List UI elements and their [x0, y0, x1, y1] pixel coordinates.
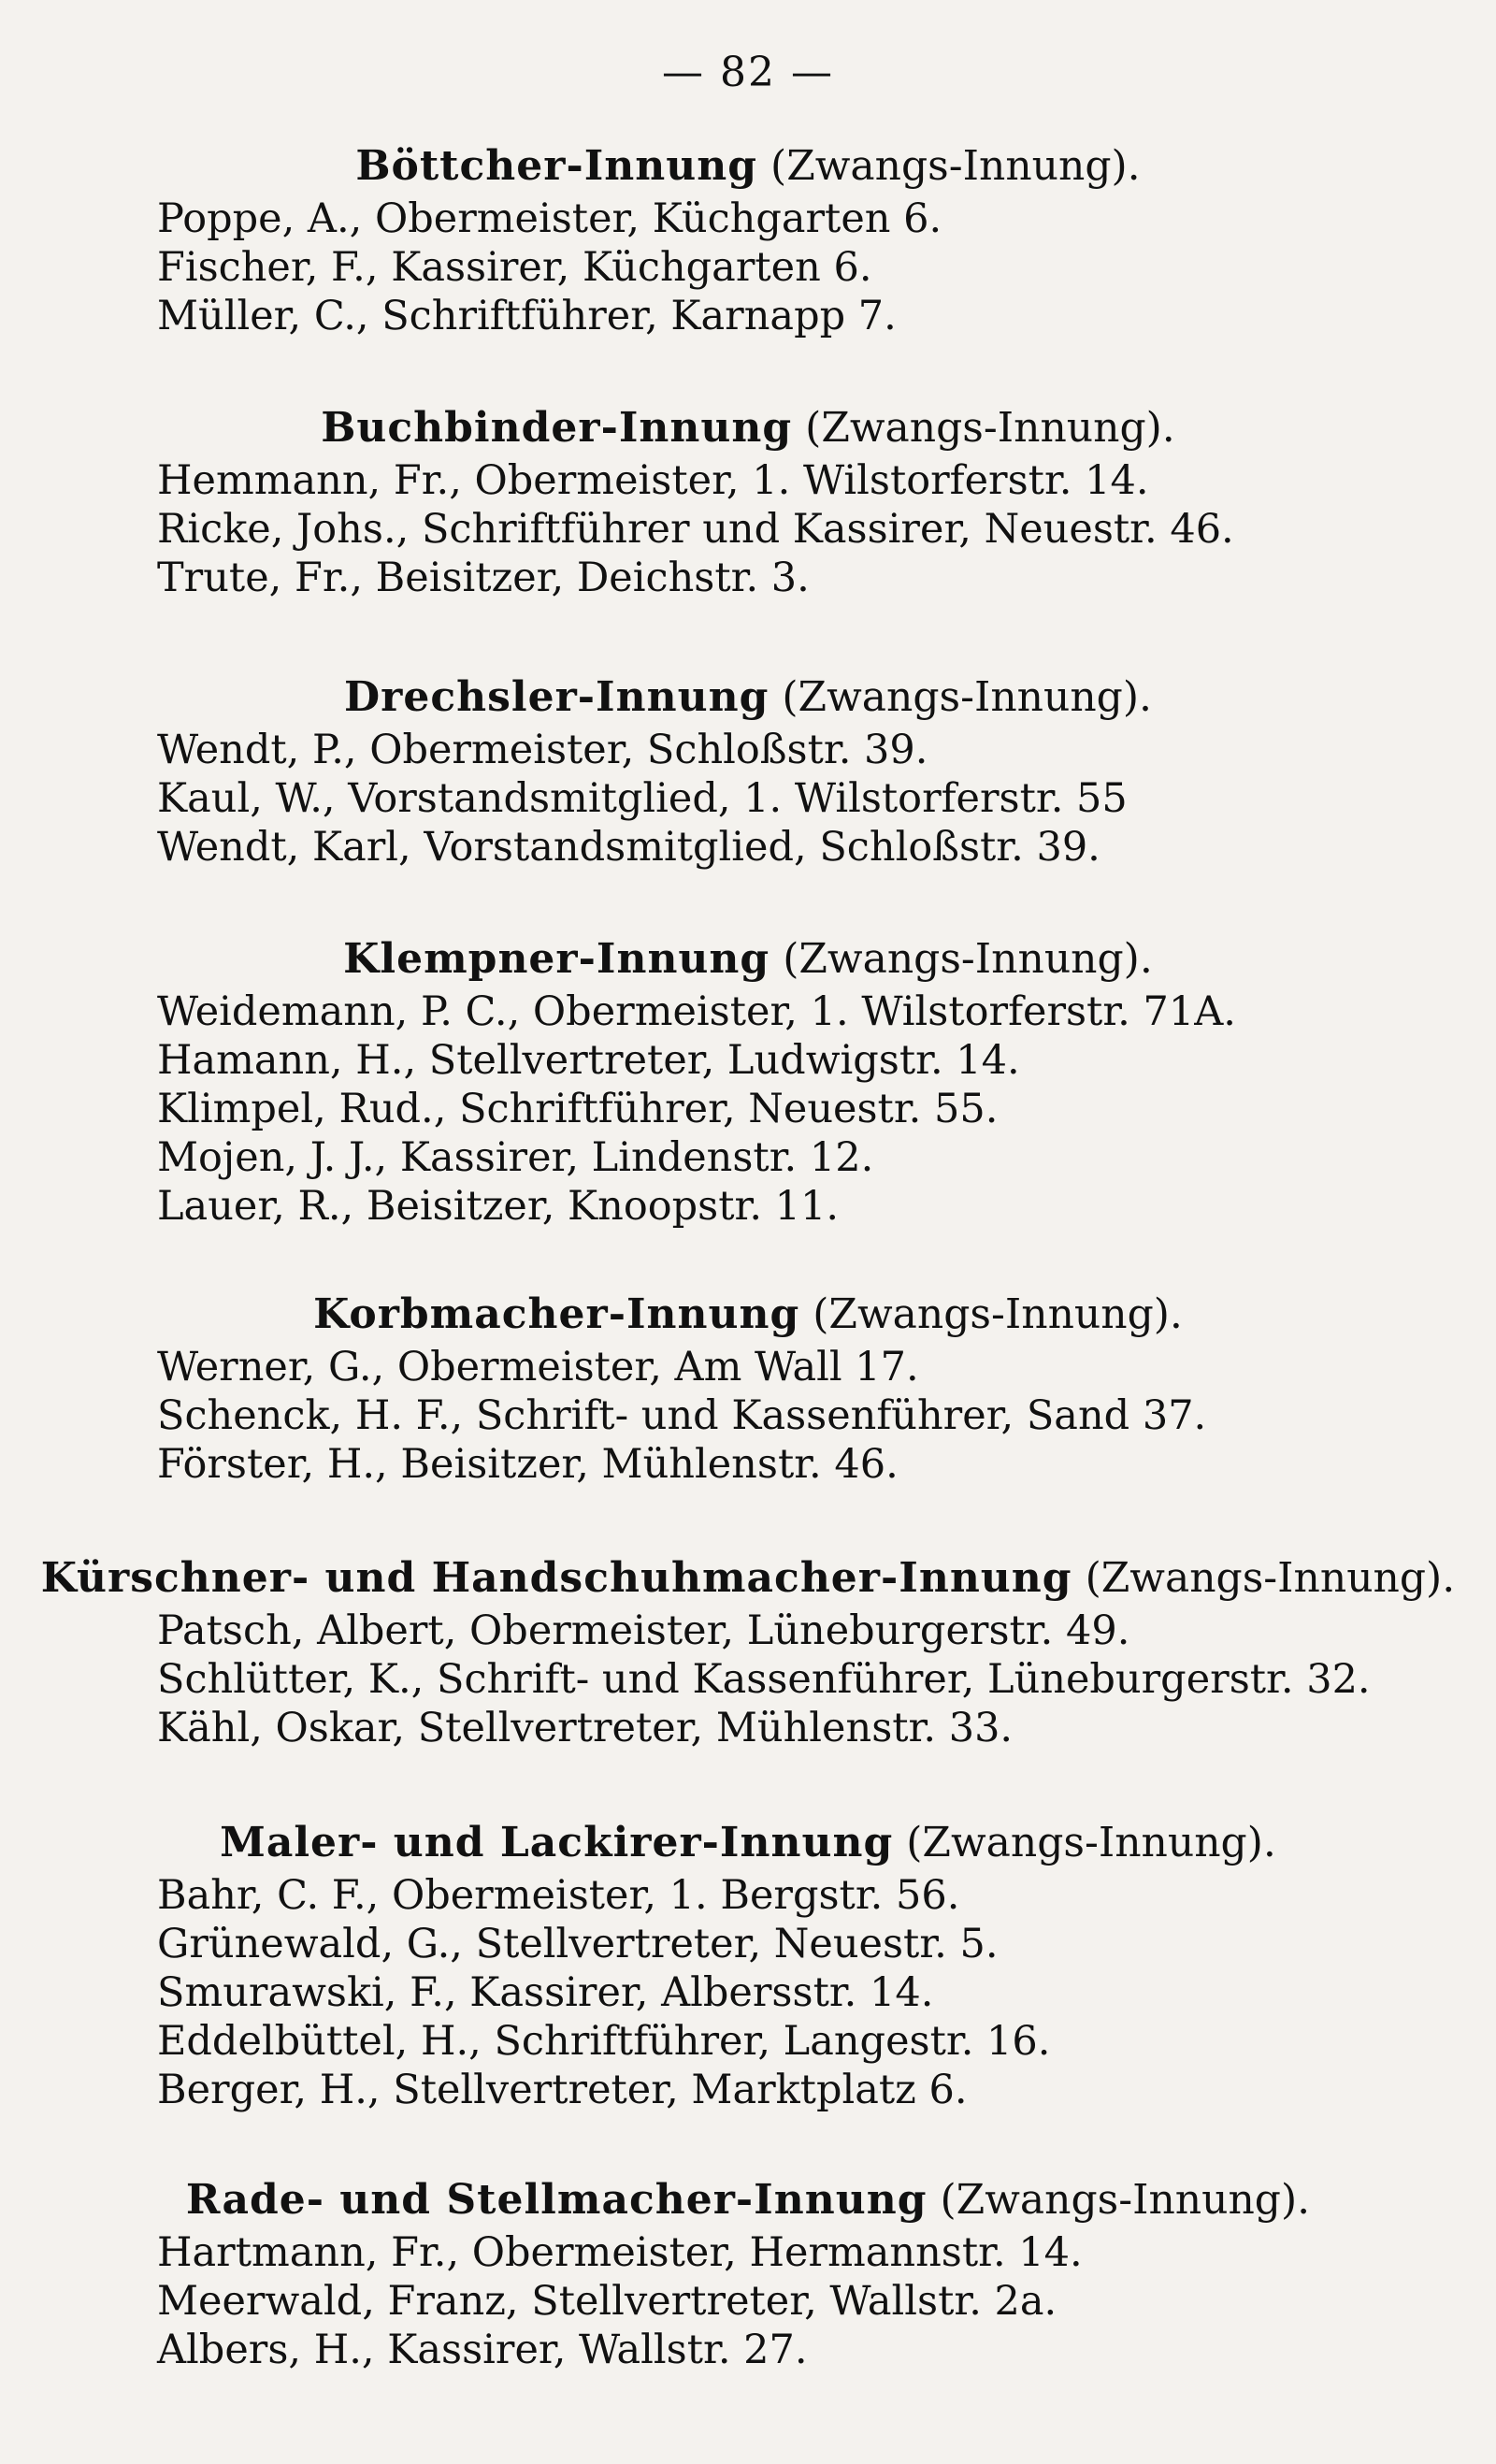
member-list: [0, 2228, 1496, 2374]
member-entry: Werner, G., Obermeister, Am Wall 17.: [157, 1344, 919, 1391]
section-buchbinder-innung: [0, 402, 1496, 602]
member-entry: Förster, H., Beisitzer, Mühlenstr. 46.: [157, 1441, 899, 1488]
section-rade-innung: [0, 2174, 1496, 2374]
member-list: [0, 1871, 1496, 2114]
trade-name: Korbmacher-Innung: [313, 1290, 800, 1338]
member-entry: Hartmann, Fr., Obermeister, Hermannstr. 14.: [157, 2229, 1083, 2276]
member-entry: Kähl, Oskar, Stellvertreter, Mühlenstr. 33.: [157, 1705, 1014, 1751]
section-title: [0, 933, 1496, 986]
member-entry: Bahr, C. F., Obermeister, 1. Bergstr. 56.: [157, 1872, 960, 1919]
trade-name: Kürschner- und Handschuhmacher-Innung: [40, 1554, 1072, 1602]
member-entry: Albers, H., Kassirer, Wallstr. 27.: [157, 2327, 808, 2373]
section-title: [0, 402, 1496, 454]
member-entry: Ricke, Johs., Schriftführer und Kassirer, Neuestr. 46.: [157, 506, 1234, 553]
innung-type: (Zwangs-Innung).: [782, 673, 1152, 721]
member-entry: Lauer, R., Beisitzer, Knoopstr. 11.: [157, 1183, 840, 1230]
trade-name: Böttcher-Innung: [355, 142, 758, 190]
member-entry: Meerwald, Franz, Stellvertreter, Wallstr. 2a.: [157, 2278, 1057, 2325]
section-title: [0, 2174, 1496, 2226]
section-maler-innung: [0, 1817, 1496, 2114]
section-title: [0, 1289, 1496, 1341]
section-klempner-innung: [0, 933, 1496, 1231]
innung-type: (Zwangs-Innung).: [805, 404, 1175, 452]
member-entry: Trute, Fr., Beisitzer, Deichstr. 3.: [157, 555, 810, 601]
member-entry: Patsch, Albert, Obermeister, Lüneburgerstr. 49.: [157, 1607, 1130, 1654]
member-entry: Weidemann, P. C., Obermeister, 1. Wilstorferstr. 71A.: [157, 988, 1236, 1035]
member-list: [0, 1343, 1496, 1489]
member-entry: Kaul, W., Vorstandsmitglied, 1. Wilstorferstr. 55: [157, 775, 1128, 822]
innung-type: (Zwangs-Innung).: [770, 142, 1141, 190]
member-entry: Berger, H., Stellvertreter, Marktplatz 6.: [157, 2067, 968, 2113]
member-list: [0, 726, 1496, 872]
member-entry: Wendt, P., Obermeister, Schloßstr. 39.: [157, 727, 928, 773]
member-entry: Poppe, A., Obermeister, Küchgarten 6.: [157, 195, 942, 242]
trade-name: Drechsler-Innung: [344, 673, 770, 721]
member-entry: Wendt, Karl, Vorstandsmitglied, Schloßstr. 39.: [157, 824, 1100, 871]
section-title: [0, 671, 1496, 724]
member-entry: Fischer, F., Kassirer, Küchgarten 6.: [157, 244, 872, 291]
trade-name: Buchbinder-Innung: [321, 404, 793, 452]
trade-name: Klempner-Innung: [343, 935, 770, 983]
member-entry: Müller, C., Schriftführer, Karnapp 7.: [157, 293, 897, 339]
section-boettcher-innung: [0, 140, 1496, 340]
section-korbmacher-innung: [0, 1289, 1496, 1489]
section-title: [0, 1552, 1496, 1605]
member-list: [0, 987, 1496, 1231]
member-entry: Grünewald, G., Stellvertreter, Neuestr. 5.: [157, 1921, 999, 1967]
trade-name: Rade- und Stellmacher-Innung: [185, 2176, 928, 2224]
member-entry: Eddelbüttel, H., Schriftführer, Langestr. 16.: [157, 2018, 1051, 2065]
page-number: — 82 —: [662, 49, 834, 96]
member-entry: Smurawski, F., Kassirer, Albersstr. 14.: [157, 1969, 934, 2016]
innung-type: (Zwangs-Innung).: [783, 935, 1153, 983]
member-entry: Schlütter, K., Schrift- und Kassenführer, Lüneburgerstr. 32.: [157, 1656, 1371, 1703]
member-entry: Hemmann, Fr., Obermeister, 1. Wilstorferstr. 14.: [157, 457, 1149, 504]
member-entry: Hamann, H., Stellvertreter, Ludwigstr. 14.: [157, 1037, 1020, 1084]
section-title: [0, 1817, 1496, 1869]
innung-type: (Zwangs-Innung).: [906, 1819, 1276, 1866]
innung-type: (Zwangs-Innung).: [1085, 1554, 1456, 1602]
member-list: [0, 195, 1496, 340]
innung-type: (Zwangs-Innung).: [813, 1290, 1183, 1338]
member-list: [0, 1607, 1496, 1752]
trade-name: Maler- und Lackirer-Innung: [220, 1819, 894, 1866]
section-drechsler-innung: [0, 671, 1496, 872]
member-list: [0, 456, 1496, 602]
member-entry: Schenck, H. F., Schrift- und Kassenführer, Sand 37.: [157, 1392, 1207, 1439]
member-entry: Mojen, J. J., Kassirer, Lindenstr. 12.: [157, 1134, 874, 1181]
section-kuerschner-innung: [0, 1552, 1496, 1752]
section-title: [0, 140, 1496, 193]
member-entry: Klimpel, Rud., Schriftführer, Neuestr. 55.: [157, 1086, 999, 1132]
innung-type: (Zwangs-Innung).: [940, 2176, 1311, 2224]
